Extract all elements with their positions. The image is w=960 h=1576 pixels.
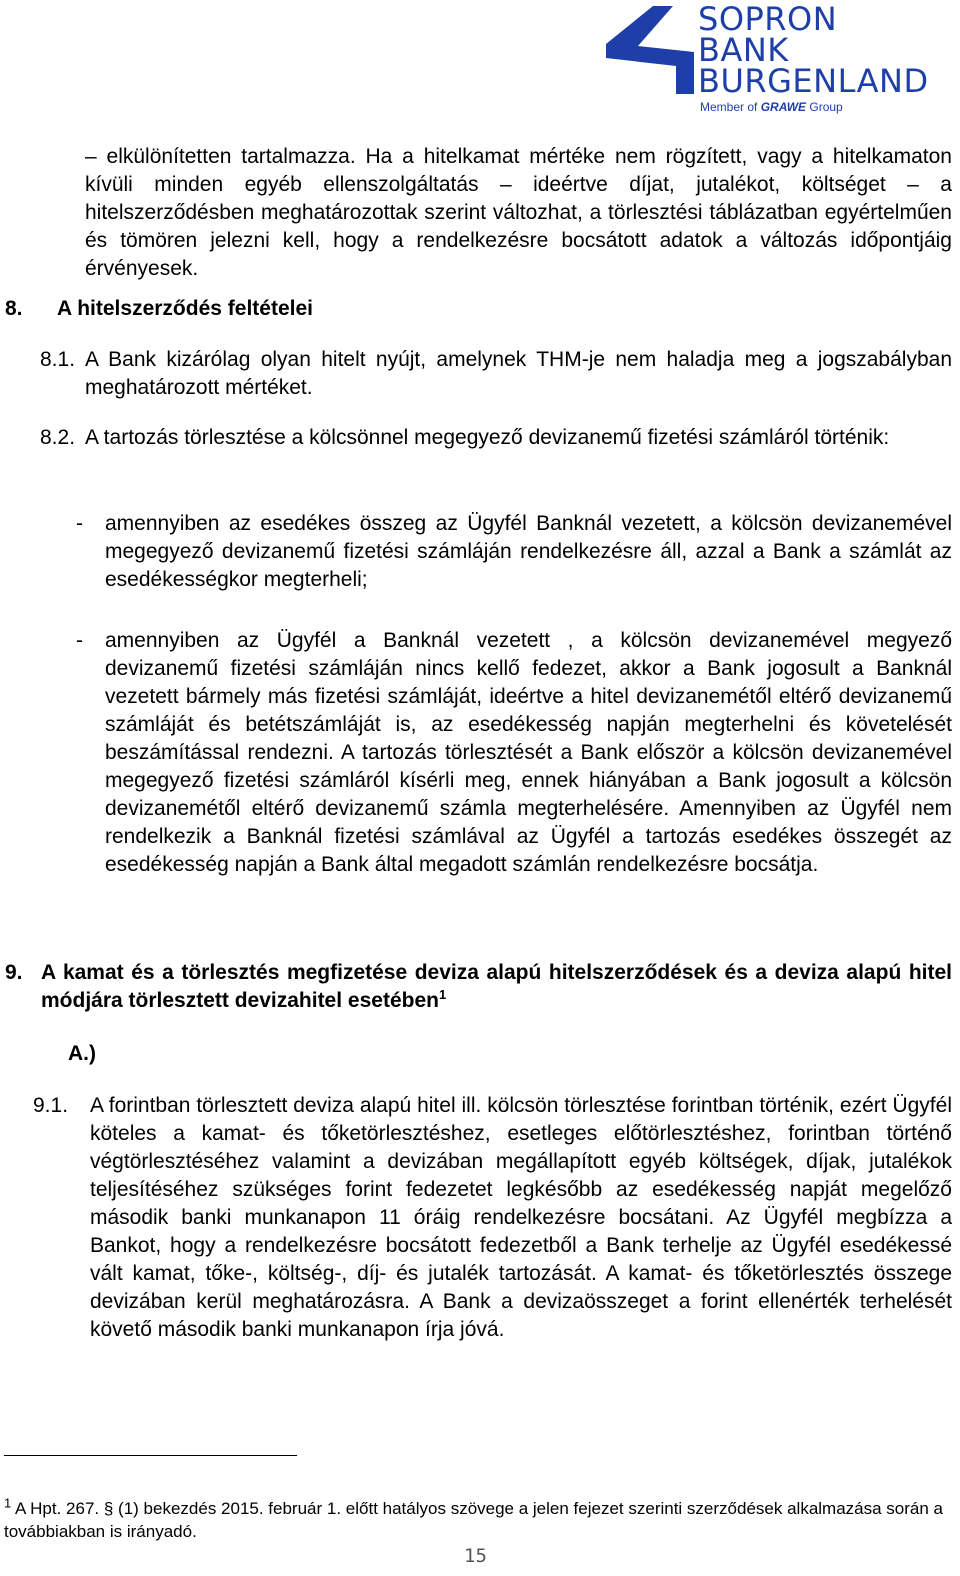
section-9-title-text: A kamat és a törlesztés megfizetése deviza alapú hitelszerződések és a deviza alapú hitel módjára törlesztett devizahitel esetében [41,961,952,1012]
page-number: 15 [464,1545,487,1567]
bullet-2-marker: - [76,629,83,652]
item-8-2-text: A tartozás törlesztése a kölcsönnel megegyező devizanemű fizetési számláról történik: [85,426,890,449]
item-8-1-text: A Bank kizárólag olyan hitelt nyújt, amelynek THM-je nem haladja meg a jogszabályban meghatározott mértéket. [85,348,952,399]
footnote-text: A Hpt. 267. § (1) bekezdés 2015. február 1. előtt hatályos szövege a jelen fejezet szerinti szerződések alkalmazása során a továbbiakban is irányadó. [4,1499,944,1541]
bullet-2-text: amennyiben az Ügyfél a Banknál vezetett , a kölcsön devizanemével megyező devizanemű fizetési számláján nincs kellő fedezet, akkor a Bank jogosult a Banknál vezetett bármely más fizetési számláját, ideértve a hitel devizanemétől eltérő devizanemű számláját és betétszámláját is, az esedékesség napján megterhelni és követelését beszámítással rendezni. A tartozás törlesztését a Bank először a kölcsön devizanemével megegyező fizetési számláról kísérli meg, ennek hiányában a Bank jogosult a kölcsön devizanemétől eltérő devizanemű számla megterhelésére. Amennyiben az Ügyfél nem rendelkezik a Banknál fizetési számlával az Ügyfél a tartozás esedékes összegét az esedékesség napján a Bank által megadott számlán rendelkezésre bocsátja. [105,629,952,876]
item-9-1-number: 9.1. [33,1094,69,1117]
section-8-title: A hitelszerződés feltételei [57,297,313,320]
item-8-2-number: 8.2. [40,426,76,449]
footnote-marker: 1 [4,1495,12,1511]
logo-line-burgenland: BURGENLAND [698,62,929,100]
logo-member-of: Member of GRAWE Group [700,100,843,114]
section-8-number: 8. [5,297,23,320]
bullet-1-text: amennyiben az esedékes összeg az Ügyfél Banknál vezetett, a kölcsön devizanemével megegyező devizanemű fizetési számláján rendelkezésre áll, azzal a Bank a számlát az esedékességkor megterheli; [105,512,952,591]
logo-line-sopron: SOPRON [698,0,838,38]
logo-mark-icon [598,4,696,96]
section-9-subheading: A.) [68,1042,96,1065]
item-9-1-text: A forintban törlesztett deviza alapú hitel ill. kölcsön törlesztése forintban történik, ezért Ügyfél köteles a kamat- és tőketörlesztéshez, esetleges előtörlesztéshez, forintban történő végtörlesztéséhez valamint a devizában megállapított egyéb költségek, díjak, jutalékok teljesítéséhez szükséges forint fedezetet legkésőbb az esedékesség napját megelőző második banki munkanapon 11 óráig rendelkezésre bocsátani. Az Ügyfél megbízza a Bankot, hogy a rendelkezésre bocsátott fedezetből a Bank terhelje az Ügyfél esedékessé vált kamat, tőke-, költség-, díj- és jutalék tartozását. A kamat- és tőketörlesztés összege devizában kerül meghatározásra. A Bank a devizaösszeget a forint ellenérték terhelését követő második banki munkanapon írja jóvá. [90,1094,952,1341]
footnote-separator [4,1455,297,1456]
item-8-1-number: 8.1. [40,348,76,371]
bullet-1-marker: - [76,512,83,535]
section-9-title [41,959,952,1015]
footnote-ref[interactable]: 1 [438,987,447,1002]
logo-line-bank: BANK [698,31,789,69]
footnote [4,1497,949,1543]
section-9-number: 9. [5,961,23,984]
intro-paragraph: – elkülönítetten tartalmazza. Ha a hitelkamat mértéke nem rögzített, vagy a hitelkamaton kívüli minden egyéb ellenszolgáltatás – ideértve díjat, jutalékot, költséget – a hitelszerződésben meghatározottak szerint változhat, a törlesztési táblázatban egyértelműen és tömören jelezni kell, hogy a rendelkezésre bocsátott adatok a változás időpontjáig érvényesek. [85,145,952,280]
